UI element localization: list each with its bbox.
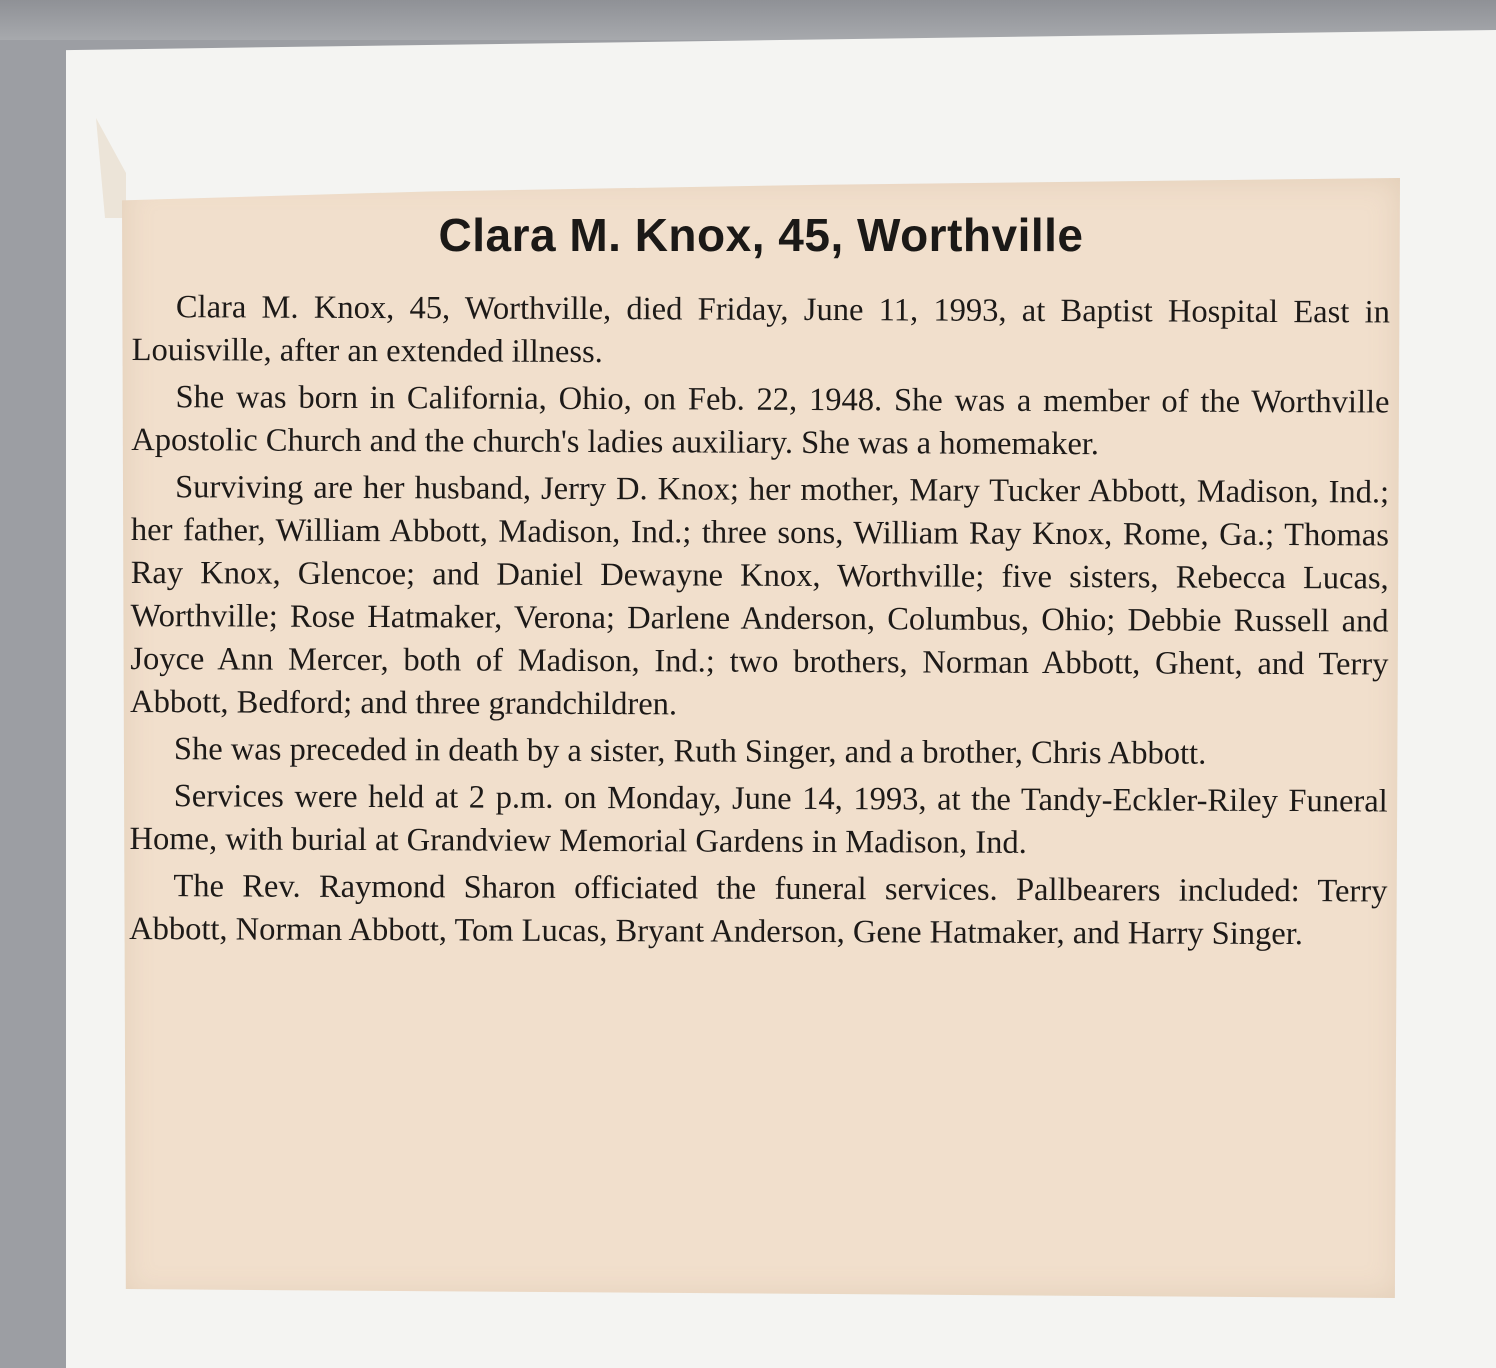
obituary-paragraph-survivors: Surviving are her husband, Jerry D. Knox; her mother, Mary Tucker Abbott, Madison, Ind.; her father, William Abbott, Madison, Ind.; three sons, William Ray Knox, Rome, Ga.; Thomas Ray Knox, Glencoe; and Daniel Dewayne Knox, Worthville; five sisters, Rebecca Lucas, Worthville; Rose Hatmaker, Verona; Darlene Anderson, Columbus, Ohio; Debbie Russell and Joyce Ann Mercer, both of Madison, Ind.; two brothers, Norman Abbott, Ghent, and Terry Abbott, Bedford; and three grandchildren. <box>130 469 1390 723</box>
obituary-paragraph-death: Clara M. Knox, 45, Worthville, died Friday, June 11, 1993, at Baptist Hospital East in Louisville, after an extended illness. <box>131 289 1390 371</box>
obituary-paragraph-birth: She was born in California, Ohio, on Feb. 22, 1948. She was a member of the Worthville Apostolic Church and the church's ladies auxiliary. She was a homemaker. <box>131 379 1390 463</box>
obituary-body <box>129 286 1390 960</box>
obituary-headline: Clara M. Knox, 45, Worthville <box>438 209 1084 261</box>
obituary-paragraph-services: Services were held at 2 p.m. on Monday, June 14, 1993, at the Tandy-Eckler-Riley Funeral Home, with burial at Grandview Memorial Gardens in Madison, Ind. <box>129 778 1388 861</box>
obituary-paragraph-pallbearers: The Rev. Raymond Sharon officiated the funeral services. Pallbearers included: Terry Abbott, Norman Abbott, Tom Lucas, Bryant Anderson, Gene Hatmaker, and Harry Singer. <box>129 868 1388 953</box>
obituary-paragraph-preceded: She was preceded in death by a sister, Ruth Singer, and a brother, Chris Abbott. <box>173 731 1207 772</box>
